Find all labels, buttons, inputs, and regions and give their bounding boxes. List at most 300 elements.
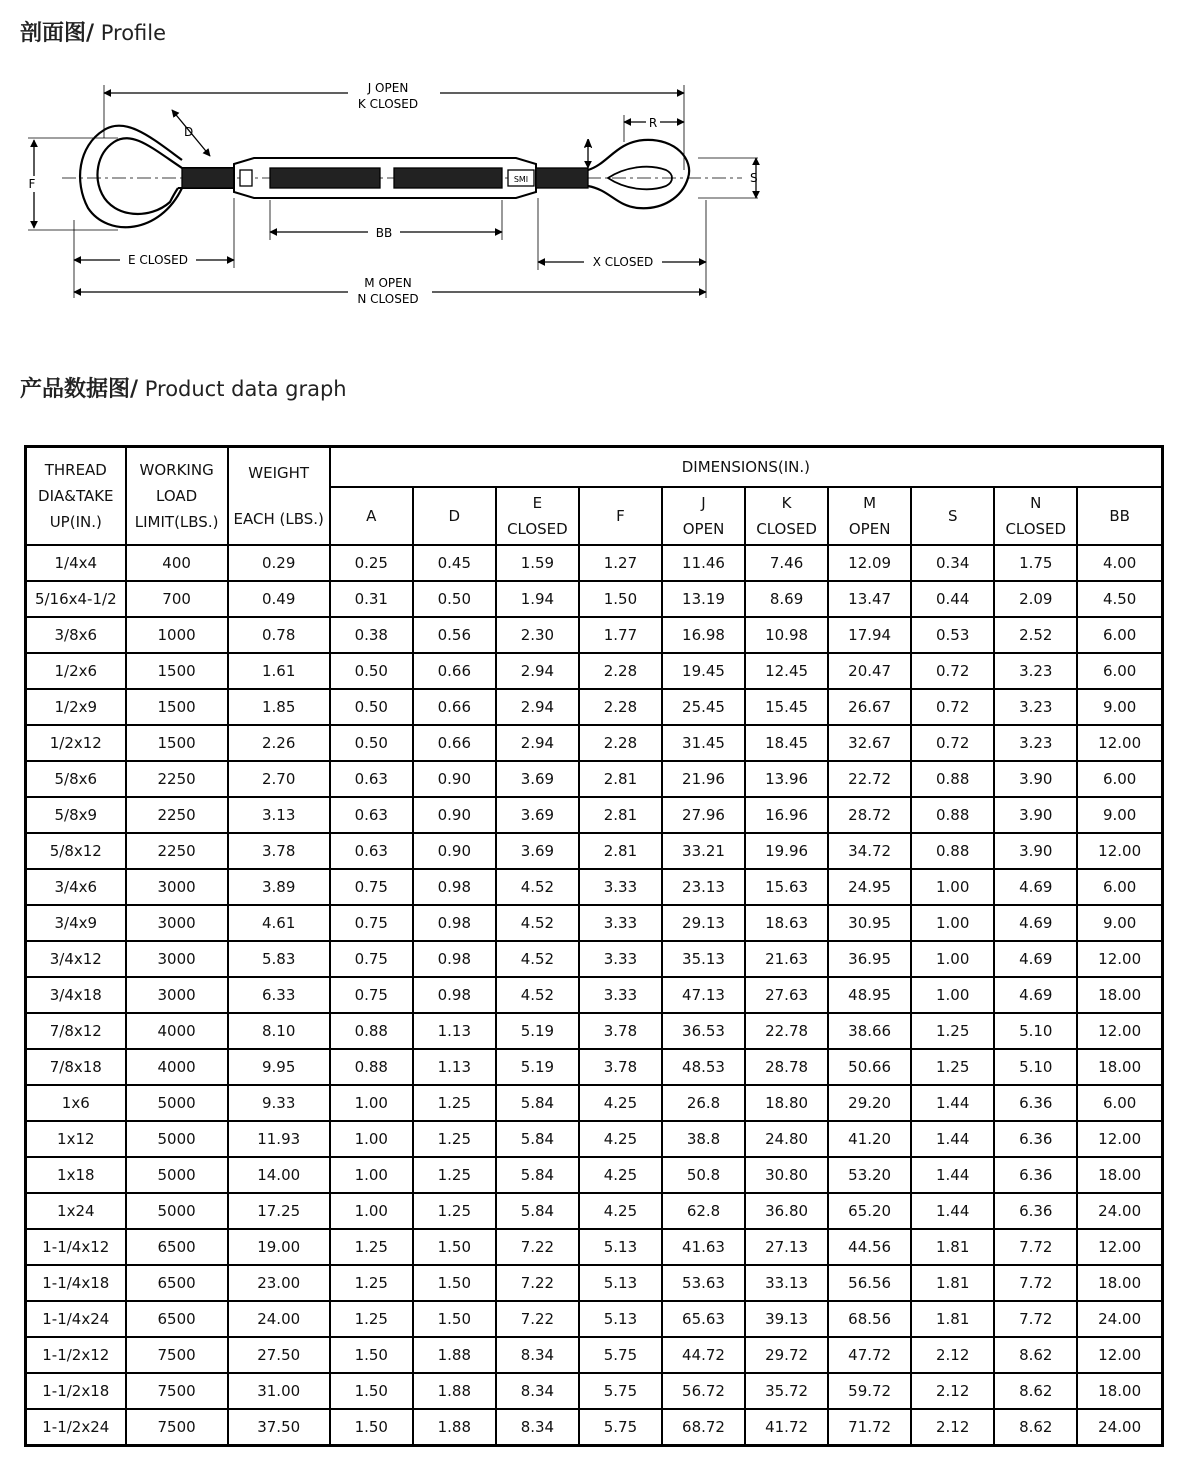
table-row bbox=[26, 1265, 1163, 1301]
cell-thread: 1-1/4x24 bbox=[26, 1301, 126, 1337]
cell-f: 3.78 bbox=[579, 1013, 662, 1049]
cell-weight: 3.89 bbox=[228, 869, 330, 905]
cell-thread: 1x18 bbox=[26, 1157, 126, 1193]
cell-bb: 6.00 bbox=[1077, 869, 1162, 905]
cell-a: 1.25 bbox=[330, 1265, 413, 1301]
cell-e-closed: 1.94 bbox=[496, 581, 579, 617]
cell-n-closed: 6.36 bbox=[994, 1085, 1077, 1121]
cell-k-closed: 12.45 bbox=[745, 653, 828, 689]
cell-bb: 12.00 bbox=[1077, 941, 1162, 977]
table-row bbox=[26, 905, 1163, 941]
header-weight-line: WEIGHT bbox=[248, 464, 310, 482]
cell-n-closed: 1.75 bbox=[994, 545, 1077, 581]
cell-m-open: 30.95 bbox=[828, 905, 911, 941]
cell-s: 2.12 bbox=[911, 1373, 994, 1409]
cell-weight: 17.25 bbox=[228, 1193, 330, 1229]
cell-n-closed: 3.23 bbox=[994, 689, 1077, 725]
cell-thread: 7/8x12 bbox=[26, 1013, 126, 1049]
cell-n-closed: 5.10 bbox=[994, 1049, 1077, 1085]
table-row bbox=[26, 1373, 1163, 1409]
header-dim-line: OPEN bbox=[682, 520, 725, 538]
cell-d: 1.50 bbox=[413, 1229, 496, 1265]
cell-k-closed: 36.80 bbox=[745, 1193, 828, 1229]
header-dim-s bbox=[911, 487, 994, 545]
cell-working-load: 7500 bbox=[126, 1409, 228, 1446]
cell-s: 1.44 bbox=[911, 1121, 994, 1157]
cell-f: 3.33 bbox=[579, 905, 662, 941]
cell-thread: 3/4x6 bbox=[26, 869, 126, 905]
cell-d: 0.90 bbox=[413, 761, 496, 797]
cell-e-closed: 2.94 bbox=[496, 725, 579, 761]
cell-e-closed: 1.59 bbox=[496, 545, 579, 581]
cell-working-load: 2250 bbox=[126, 761, 228, 797]
cell-j-open: 41.63 bbox=[662, 1229, 745, 1265]
header-dimensions: DIMENSIONS(IN.) bbox=[330, 447, 1163, 488]
table-row bbox=[26, 1013, 1163, 1049]
cell-s: 1.44 bbox=[911, 1157, 994, 1193]
cell-k-closed: 18.80 bbox=[745, 1085, 828, 1121]
cell-f: 2.81 bbox=[579, 797, 662, 833]
header-thread-line: THREAD bbox=[44, 461, 107, 479]
cell-s: 1.25 bbox=[911, 1049, 994, 1085]
cell-d: 1.50 bbox=[413, 1265, 496, 1301]
cell-f: 1.27 bbox=[579, 545, 662, 581]
cell-working-load: 700 bbox=[126, 581, 228, 617]
cell-k-closed: 27.13 bbox=[745, 1229, 828, 1265]
cell-f: 5.13 bbox=[579, 1301, 662, 1337]
cell-d: 1.88 bbox=[413, 1337, 496, 1373]
data-heading-zh: 产品数据图/ bbox=[20, 377, 139, 402]
cell-weight: 24.00 bbox=[228, 1301, 330, 1337]
cell-n-closed: 7.72 bbox=[994, 1301, 1077, 1337]
cell-f: 5.75 bbox=[579, 1373, 662, 1409]
cell-s: 1.81 bbox=[911, 1265, 994, 1301]
cell-thread: 1x24 bbox=[26, 1193, 126, 1229]
cell-e-closed: 7.22 bbox=[496, 1229, 579, 1265]
cell-n-closed: 3.23 bbox=[994, 725, 1077, 761]
header-dim-line: M bbox=[863, 494, 877, 512]
cell-working-load: 1000 bbox=[126, 617, 228, 653]
cell-f: 2.28 bbox=[579, 725, 662, 761]
cell-f: 1.77 bbox=[579, 617, 662, 653]
table-body bbox=[26, 545, 1163, 1446]
cell-working-load: 3000 bbox=[126, 977, 228, 1013]
cell-f: 3.33 bbox=[579, 869, 662, 905]
table-row bbox=[26, 1049, 1163, 1085]
cell-e-closed: 7.22 bbox=[496, 1265, 579, 1301]
cell-e-closed: 5.84 bbox=[496, 1157, 579, 1193]
cell-weight: 31.00 bbox=[228, 1373, 330, 1409]
profile-heading-zh: 剖面图/ bbox=[20, 21, 95, 46]
header-thread-line: DIA&TAKE bbox=[38, 487, 114, 505]
table-row bbox=[26, 581, 1163, 617]
cell-working-load: 5000 bbox=[126, 1193, 228, 1229]
cell-f: 5.75 bbox=[579, 1337, 662, 1373]
cell-working-load: 2250 bbox=[126, 797, 228, 833]
cell-working-load: 3000 bbox=[126, 905, 228, 941]
cell-s: 0.72 bbox=[911, 653, 994, 689]
cell-m-open: 56.56 bbox=[828, 1265, 911, 1301]
header-dim-line: BB bbox=[1109, 507, 1130, 525]
cell-n-closed: 7.72 bbox=[994, 1229, 1077, 1265]
cell-d: 1.50 bbox=[413, 1301, 496, 1337]
cell-k-closed: 8.69 bbox=[745, 581, 828, 617]
cell-n-closed: 3.90 bbox=[994, 833, 1077, 869]
cell-s: 0.72 bbox=[911, 689, 994, 725]
bb-label: BB bbox=[375, 226, 393, 240]
cell-e-closed: 7.22 bbox=[496, 1301, 579, 1337]
cell-m-open: 28.72 bbox=[828, 797, 911, 833]
r-label: R bbox=[648, 116, 658, 130]
cell-thread: 1/2x9 bbox=[26, 689, 126, 725]
cell-s: 1.81 bbox=[911, 1301, 994, 1337]
cell-bb: 12.00 bbox=[1077, 1337, 1162, 1373]
cell-k-closed: 7.46 bbox=[745, 545, 828, 581]
cell-d: 0.56 bbox=[413, 617, 496, 653]
cell-e-closed: 4.52 bbox=[496, 977, 579, 1013]
cell-k-closed: 27.63 bbox=[745, 977, 828, 1013]
table-row bbox=[26, 689, 1163, 725]
cell-working-load: 6500 bbox=[126, 1229, 228, 1265]
cell-f: 3.33 bbox=[579, 941, 662, 977]
cell-j-open: 38.8 bbox=[662, 1121, 745, 1157]
cell-bb: 18.00 bbox=[1077, 1049, 1162, 1085]
cell-e-closed: 8.34 bbox=[496, 1337, 579, 1373]
cell-working-load: 3000 bbox=[126, 941, 228, 977]
cell-weight: 19.00 bbox=[228, 1229, 330, 1265]
header-dim-bb bbox=[1077, 487, 1162, 545]
cell-thread: 1/2x12 bbox=[26, 725, 126, 761]
cell-n-closed: 4.69 bbox=[994, 869, 1077, 905]
data-heading-en: Product data graph bbox=[138, 377, 347, 401]
cell-s: 0.53 bbox=[911, 617, 994, 653]
cell-k-closed: 41.72 bbox=[745, 1409, 828, 1446]
cell-j-open: 21.96 bbox=[662, 761, 745, 797]
profile-heading-en: Profile bbox=[94, 21, 167, 45]
cell-k-closed: 10.98 bbox=[745, 617, 828, 653]
cell-s: 0.88 bbox=[911, 833, 994, 869]
cell-thread: 5/16x4-1/2 bbox=[26, 581, 126, 617]
header-dim-line: CLOSED bbox=[1005, 520, 1067, 538]
cell-working-load: 6500 bbox=[126, 1265, 228, 1301]
cell-weight: 0.49 bbox=[228, 581, 330, 617]
cell-n-closed: 6.36 bbox=[994, 1157, 1077, 1193]
cell-e-closed: 5.84 bbox=[496, 1121, 579, 1157]
body-mark: SMI bbox=[513, 175, 529, 184]
cell-weight: 11.93 bbox=[228, 1121, 330, 1157]
table-row bbox=[26, 1301, 1163, 1337]
cell-a: 1.25 bbox=[330, 1229, 413, 1265]
cell-n-closed: 6.36 bbox=[994, 1193, 1077, 1229]
cell-a: 0.75 bbox=[330, 941, 413, 977]
cell-weight: 14.00 bbox=[228, 1157, 330, 1193]
header-dim-line: E bbox=[532, 494, 543, 512]
cell-e-closed: 5.19 bbox=[496, 1049, 579, 1085]
cell-j-open: 16.98 bbox=[662, 617, 745, 653]
cell-a: 0.88 bbox=[330, 1013, 413, 1049]
cell-k-closed: 29.72 bbox=[745, 1337, 828, 1373]
header-dim-line: CLOSED bbox=[756, 520, 817, 538]
cell-a: 0.63 bbox=[330, 833, 413, 869]
cell-a: 0.38 bbox=[330, 617, 413, 653]
cell-s: 1.44 bbox=[911, 1085, 994, 1121]
cell-s: 0.88 bbox=[911, 797, 994, 833]
cell-bb: 12.00 bbox=[1077, 1121, 1162, 1157]
cell-e-closed: 2.30 bbox=[496, 617, 579, 653]
cell-n-closed: 8.62 bbox=[994, 1337, 1077, 1373]
cell-d: 0.50 bbox=[413, 581, 496, 617]
cell-m-open: 53.20 bbox=[828, 1157, 911, 1193]
cell-bb: 6.00 bbox=[1077, 617, 1162, 653]
cell-e-closed: 4.52 bbox=[496, 941, 579, 977]
header-thread-line: UP(IN.) bbox=[49, 513, 102, 531]
cell-s: 1.00 bbox=[911, 941, 994, 977]
table-row bbox=[26, 725, 1163, 761]
cell-k-closed: 16.96 bbox=[745, 797, 828, 833]
cell-thread: 5/8x12 bbox=[26, 833, 126, 869]
cell-k-closed: 24.80 bbox=[745, 1121, 828, 1157]
cell-a: 0.50 bbox=[330, 653, 413, 689]
cell-d: 1.25 bbox=[413, 1157, 496, 1193]
cell-bb: 12.00 bbox=[1077, 725, 1162, 761]
cell-e-closed: 5.84 bbox=[496, 1193, 579, 1229]
cell-bb: 6.00 bbox=[1077, 761, 1162, 797]
header-dim-line: CLOSED bbox=[507, 520, 568, 538]
cell-a: 1.25 bbox=[330, 1301, 413, 1337]
cell-working-load: 400 bbox=[126, 545, 228, 581]
cell-m-open: 24.95 bbox=[828, 869, 911, 905]
cell-a: 0.50 bbox=[330, 689, 413, 725]
cell-f: 2.28 bbox=[579, 653, 662, 689]
cell-j-open: 13.19 bbox=[662, 581, 745, 617]
table-row bbox=[26, 617, 1163, 653]
cell-a: 1.50 bbox=[330, 1337, 413, 1373]
header-dim-m bbox=[828, 487, 911, 545]
cell-d: 1.25 bbox=[413, 1193, 496, 1229]
table-row bbox=[26, 1409, 1163, 1446]
header-weight-line: EACH (LBS.) bbox=[233, 510, 324, 528]
cell-n-closed: 3.23 bbox=[994, 653, 1077, 689]
cell-a: 1.00 bbox=[330, 1193, 413, 1229]
table-row bbox=[26, 1337, 1163, 1373]
cell-working-load: 1500 bbox=[126, 725, 228, 761]
product-data-table bbox=[24, 445, 1164, 1447]
cell-weight: 27.50 bbox=[228, 1337, 330, 1373]
cell-j-open: 48.53 bbox=[662, 1049, 745, 1085]
cell-a: 1.50 bbox=[330, 1409, 413, 1446]
cell-weight: 3.13 bbox=[228, 797, 330, 833]
cell-thread: 1x12 bbox=[26, 1121, 126, 1157]
table-row bbox=[26, 941, 1163, 977]
cell-n-closed: 3.90 bbox=[994, 797, 1077, 833]
cell-a: 0.75 bbox=[330, 905, 413, 941]
header-dim-n bbox=[994, 487, 1077, 545]
cell-a: 0.63 bbox=[330, 797, 413, 833]
profile-heading bbox=[20, 16, 166, 47]
cell-d: 1.25 bbox=[413, 1085, 496, 1121]
cell-weight: 2.70 bbox=[228, 761, 330, 797]
cell-working-load: 4000 bbox=[126, 1049, 228, 1085]
cell-m-open: 41.20 bbox=[828, 1121, 911, 1157]
cell-j-open: 68.72 bbox=[662, 1409, 745, 1446]
header-weight bbox=[228, 447, 330, 546]
cell-thread: 1-1/2x12 bbox=[26, 1337, 126, 1373]
cell-bb: 24.00 bbox=[1077, 1409, 1162, 1446]
header-dim-e bbox=[496, 487, 579, 545]
table-row bbox=[26, 977, 1163, 1013]
cell-j-open: 31.45 bbox=[662, 725, 745, 761]
cell-bb: 18.00 bbox=[1077, 1265, 1162, 1301]
cell-weight: 4.61 bbox=[228, 905, 330, 941]
header-thread bbox=[26, 447, 126, 546]
cell-working-load: 6500 bbox=[126, 1301, 228, 1337]
cell-s: 2.12 bbox=[911, 1409, 994, 1446]
k-closed-label: K CLOSED bbox=[357, 97, 419, 111]
cell-thread: 1-1/2x18 bbox=[26, 1373, 126, 1409]
cell-weight: 0.78 bbox=[228, 617, 330, 653]
cell-a: 0.50 bbox=[330, 725, 413, 761]
cell-j-open: 47.13 bbox=[662, 977, 745, 1013]
cell-s: 1.00 bbox=[911, 905, 994, 941]
cell-thread: 3/4x9 bbox=[26, 905, 126, 941]
cell-m-open: 44.56 bbox=[828, 1229, 911, 1265]
cell-j-open: 25.45 bbox=[662, 689, 745, 725]
cell-bb: 6.00 bbox=[1077, 653, 1162, 689]
cell-e-closed: 2.94 bbox=[496, 653, 579, 689]
cell-e-closed: 4.52 bbox=[496, 905, 579, 941]
cell-weight: 1.85 bbox=[228, 689, 330, 725]
cell-m-open: 17.94 bbox=[828, 617, 911, 653]
header-working-line: LIMIT(LBS.) bbox=[134, 513, 219, 531]
header-dim-line: OPEN bbox=[848, 520, 891, 538]
header-dim-a bbox=[330, 487, 413, 545]
cell-working-load: 2250 bbox=[126, 833, 228, 869]
cell-f: 5.75 bbox=[579, 1409, 662, 1446]
m-open-label: M OPEN bbox=[364, 276, 412, 290]
cell-e-closed: 2.94 bbox=[496, 689, 579, 725]
cell-m-open: 38.66 bbox=[828, 1013, 911, 1049]
cell-s: 1.81 bbox=[911, 1229, 994, 1265]
header-dim-line: J bbox=[701, 494, 706, 512]
cell-weight: 0.29 bbox=[228, 545, 330, 581]
header-working-line: LOAD bbox=[156, 487, 198, 505]
cell-s: 1.44 bbox=[911, 1193, 994, 1229]
cell-j-open: 19.45 bbox=[662, 653, 745, 689]
cell-j-open: 50.8 bbox=[662, 1157, 745, 1193]
cell-j-open: 44.72 bbox=[662, 1337, 745, 1373]
cell-f: 3.33 bbox=[579, 977, 662, 1013]
cell-working-load: 5000 bbox=[126, 1085, 228, 1121]
cell-a: 0.75 bbox=[330, 869, 413, 905]
cell-bb: 18.00 bbox=[1077, 1157, 1162, 1193]
cell-k-closed: 15.45 bbox=[745, 689, 828, 725]
cell-bb: 24.00 bbox=[1077, 1193, 1162, 1229]
cell-j-open: 27.96 bbox=[662, 797, 745, 833]
cell-d: 1.25 bbox=[413, 1121, 496, 1157]
header-working-load bbox=[126, 447, 228, 546]
cell-m-open: 65.20 bbox=[828, 1193, 911, 1229]
header-dim-line: D bbox=[448, 507, 461, 525]
cell-e-closed: 5.84 bbox=[496, 1085, 579, 1121]
cell-d: 0.98 bbox=[413, 905, 496, 941]
cell-d: 0.66 bbox=[413, 653, 496, 689]
cell-thread: 1/2x6 bbox=[26, 653, 126, 689]
cell-d: 1.13 bbox=[413, 1013, 496, 1049]
cell-m-open: 22.72 bbox=[828, 761, 911, 797]
cell-s: 2.12 bbox=[911, 1337, 994, 1373]
cell-m-open: 20.47 bbox=[828, 653, 911, 689]
cell-bb: 12.00 bbox=[1077, 1013, 1162, 1049]
n-closed-label: N CLOSED bbox=[357, 292, 419, 306]
cell-thread: 3/8x6 bbox=[26, 617, 126, 653]
j-open-label: J OPEN bbox=[367, 81, 409, 95]
cell-j-open: 33.21 bbox=[662, 833, 745, 869]
table-row bbox=[26, 545, 1163, 581]
cell-d: 0.90 bbox=[413, 797, 496, 833]
cell-f: 2.81 bbox=[579, 761, 662, 797]
cell-a: 1.50 bbox=[330, 1373, 413, 1409]
data-heading bbox=[20, 372, 347, 403]
cell-n-closed: 2.09 bbox=[994, 581, 1077, 617]
cell-j-open: 35.13 bbox=[662, 941, 745, 977]
header-working-line: WORKING bbox=[139, 461, 214, 479]
cell-working-load: 5000 bbox=[126, 1157, 228, 1193]
cell-n-closed: 6.36 bbox=[994, 1121, 1077, 1157]
cell-d: 1.13 bbox=[413, 1049, 496, 1085]
cell-a: 0.63 bbox=[330, 761, 413, 797]
cell-f: 2.81 bbox=[579, 833, 662, 869]
cell-e-closed: 8.34 bbox=[496, 1373, 579, 1409]
cell-d: 0.98 bbox=[413, 869, 496, 905]
cell-bb: 12.00 bbox=[1077, 833, 1162, 869]
cell-d: 0.66 bbox=[413, 725, 496, 761]
cell-n-closed: 8.62 bbox=[994, 1373, 1077, 1409]
table-row bbox=[26, 653, 1163, 689]
cell-m-open: 26.67 bbox=[828, 689, 911, 725]
cell-a: 0.88 bbox=[330, 1049, 413, 1085]
cell-weight: 6.33 bbox=[228, 977, 330, 1013]
cell-thread: 1x6 bbox=[26, 1085, 126, 1121]
table-row bbox=[26, 1193, 1163, 1229]
cell-bb: 18.00 bbox=[1077, 1373, 1162, 1409]
cell-bb: 4.00 bbox=[1077, 545, 1162, 581]
cell-a: 0.25 bbox=[330, 545, 413, 581]
cell-thread: 3/4x18 bbox=[26, 977, 126, 1013]
cell-m-open: 34.72 bbox=[828, 833, 911, 869]
cell-e-closed: 8.34 bbox=[496, 1409, 579, 1446]
cell-n-closed: 4.69 bbox=[994, 905, 1077, 941]
cell-e-closed: 3.69 bbox=[496, 761, 579, 797]
cell-m-open: 47.72 bbox=[828, 1337, 911, 1373]
cell-working-load: 7500 bbox=[126, 1373, 228, 1409]
cell-m-open: 13.47 bbox=[828, 581, 911, 617]
cell-k-closed: 28.78 bbox=[745, 1049, 828, 1085]
cell-k-closed: 18.45 bbox=[745, 725, 828, 761]
header-dim-k bbox=[745, 487, 828, 545]
header-dim-line: A bbox=[366, 507, 377, 525]
cell-j-open: 26.8 bbox=[662, 1085, 745, 1121]
cell-thread: 1-1/4x12 bbox=[26, 1229, 126, 1265]
cell-weight: 9.95 bbox=[228, 1049, 330, 1085]
a-label: A bbox=[584, 137, 593, 151]
cell-n-closed: 2.52 bbox=[994, 617, 1077, 653]
cell-bb: 6.00 bbox=[1077, 1085, 1162, 1121]
cell-e-closed: 4.52 bbox=[496, 869, 579, 905]
cell-f: 4.25 bbox=[579, 1085, 662, 1121]
cell-working-load: 3000 bbox=[126, 869, 228, 905]
table-row bbox=[26, 833, 1163, 869]
cell-d: 1.88 bbox=[413, 1373, 496, 1409]
